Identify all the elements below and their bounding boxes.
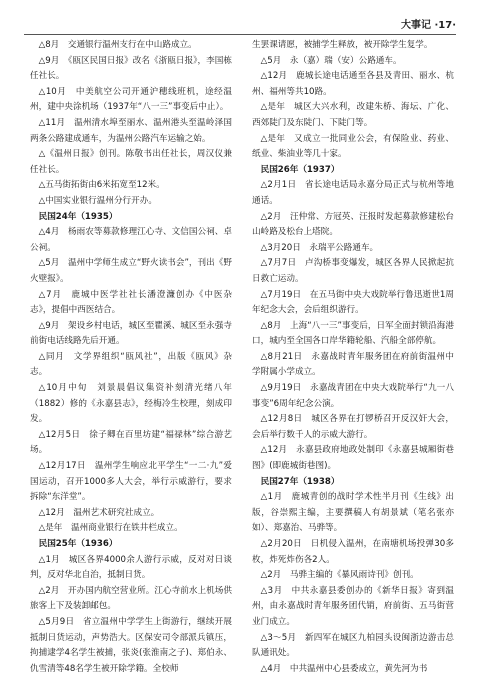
chronicle-entry: △7月7日 卢沟桥事变爆发，城区各界人民掀起抗日救亡运动。 — [252, 258, 454, 284]
chronicle-entry: △2月 开办国内航空营业所。江心寺前水上机场供旅客上下及装卸邮包。 — [30, 585, 232, 612]
chronicle-entry: △9月 架设乡村电话，城区至瞿溪、城区至永强寺前街电话线路先后开通。 — [30, 320, 232, 347]
header-rule — [24, 34, 456, 35]
chronicle-entry: △12月 温州艺术研究社成立。 — [38, 507, 160, 518]
year-heading: 民国25年（1936） — [38, 539, 118, 549]
chronicle-entry: △是年 又成立一批同业公会，有保险业、药业、纸业、柴油业等几十家。 — [252, 133, 454, 160]
chronicle-entry: △12月5日 徐子卿在百里坊建“福禄林”综合游艺场。 — [30, 429, 232, 456]
chronicle-entry: 生罢课请愿，被捕学生释放，被开除学生复学。 — [252, 40, 433, 50]
year-heading: 民国24年（1935） — [38, 211, 118, 222]
chronicle-entry: △5月9日 省立温州中学学生上街游行，继续开展抵制日货运动，声势浩大。区保安司令部派兵镇压，拘捕逮学4名学生被捕，张炎(张淮南之子)、郑伯永、仇雪清等48名学生被开除学籍。全校师 — [30, 616, 232, 674]
chronicle-entry: △2月 汪仲常、方冠英、汪报时发起募款修建松台山岭路及松台上塔院。 — [252, 211, 454, 238]
chronicle-entry: △8月21日 永嘉战时青年服务团在府前街温州中学附属小学成立。 — [252, 351, 454, 378]
chronicle-entry: △4月 中共温州中心县委成立，黄先河为书 — [260, 663, 428, 674]
chronicle-entry: △7月 鹿城中医学社社长潘澄濂创办《中医杂志》，提倡中西医结合。 — [30, 289, 232, 316]
chronicle-entry: △3月 中共永嘉县委创办的《新华日报》寄到温州，由永嘉战时青年服务团代销，府前街、五马街营业门成立。 — [252, 585, 454, 627]
year-heading: 民国27年（1938） — [260, 476, 340, 487]
chronicle-entry: △1月 鹿城青创的战时学术性半月刊《生线》出版，谷崇熙主编，主要撰稿人有胡景斌（笔名张亦如）、郑嘉治、马骅等。 — [252, 492, 454, 534]
year-heading: 民国26年（1937） — [260, 164, 340, 175]
chronicle-entry: △五马街拓街由6米拓宽至12米。 — [38, 180, 165, 191]
page-header — [24, 10, 456, 32]
chronicle-entry: △7月19日 在五马街中央大戏院举行鲁迅逝世1周年纪念大会，会后组织游行。 — [252, 289, 454, 316]
chronicle-entry: △《温州日报》创刊。陈敬书出任社长，周汉仪兼任社长。 — [30, 149, 232, 175]
chronicle-entry: △是年 温州商业银行在铁井栏成立。 — [38, 523, 183, 534]
chronicle-entry: △1月 城区各界4000余人游行示威，反对对日谈判，反对华北自治，抵制日货。 — [30, 554, 232, 581]
chronicle-entry: △4月 杨雨农等募款修理江心寺、文信国公祠、卓公祠。 — [30, 227, 232, 253]
running-head: 大事记 ·17· — [401, 20, 456, 31]
chronicle-entry: △10月中旬 刘景晨倡议集资补刻清光绪八年（1882）修的《永嘉县志》，经梅冷生校理，刻成印发。 — [30, 383, 232, 425]
chronicle-entry: △3～5月 新四军在城区九柏园头设闽浙边游击总队通讯处。 — [252, 632, 454, 659]
chronicle-entry: △8月 上海“八一三”事变后，日军全面封锁沿海港口，城内至全国各口岸华籍轮船、汽船全部停航。 — [252, 320, 454, 347]
chronicle-entry: △同月 文学界组织“瓯风社”，出版《瓯风》杂志。 — [30, 351, 232, 378]
chronicle-entry: △5月 永（嘉）瑞（安）公路通车。 — [260, 55, 402, 66]
chronicle-entry: △是年 城区大兴水利，改建朱桥、海坛、广化、西郊陡门及东陡门、下陡门等。 — [252, 102, 454, 128]
chronicle-entry: △9月19日 永嘉战青团在中央大戏院举行“九一八事变”6周年纪念公演。 — [252, 383, 454, 409]
chronicle-entry: △3月20日 永瑞平公路通车。 — [260, 242, 379, 253]
chronicle-entry: △9月 《瓯区民国日报》改名《浙瓯日报》，李国栋任社长。 — [30, 55, 232, 82]
chronicle-entry: △10月 中美航空公司开通沪穗线班机，途经温州，建中央涂机场（1937年“八一三”事变后中止）。 — [30, 86, 232, 113]
right-column — [252, 38, 454, 677]
chronicle-entry: △12月8日 城区各界在打锣桥召开反汉奸大会，会后举行数千人的示威大游行。 — [252, 414, 454, 440]
chronicle-entry: △12月 鹿城长途电话通至各县及青田、丽水、杭州、福州等共10路。 — [252, 71, 454, 97]
chronicle-entry: △12月 永嘉县政府地政处制印《永嘉县城厢街巷图》(即鹿城街巷图)。 — [252, 445, 454, 472]
chronicle-entry: △12月17日 温州学生响应北平学生“一二·九”爱国运动，召开1000多人大会，举行示威游行，要求拆除“东洋堂”。 — [30, 461, 232, 503]
chronicle-entry: △2月1日 省长途电话局永嘉分局正式与杭州等地通话。 — [252, 180, 454, 206]
chronicle-entry: △2月 马骅主编的《暴风雨诗刊》创刊。 — [260, 570, 419, 581]
chronicle-entry: △8月 交通银行温州支行在中山路成立。 — [38, 40, 197, 50]
chronicle-entry: △中国实业银行温州分行开办。 — [38, 195, 157, 206]
chronicle-entry: △11月 温州清水埠至丽水、温州港头至温岭泽国两条公路建成通车，为温州公路汽车运输之始。 — [30, 117, 232, 144]
left-column — [30, 38, 232, 677]
chronicle-entry: △2月20日 日机侵入温州，在南塘机场投弹30多枚，炸死炸伤各2人。 — [252, 539, 454, 565]
chronicle-entry: △5月 温州中学师生成立“野火读书会”，刊出《野火壁报》。 — [30, 258, 232, 284]
